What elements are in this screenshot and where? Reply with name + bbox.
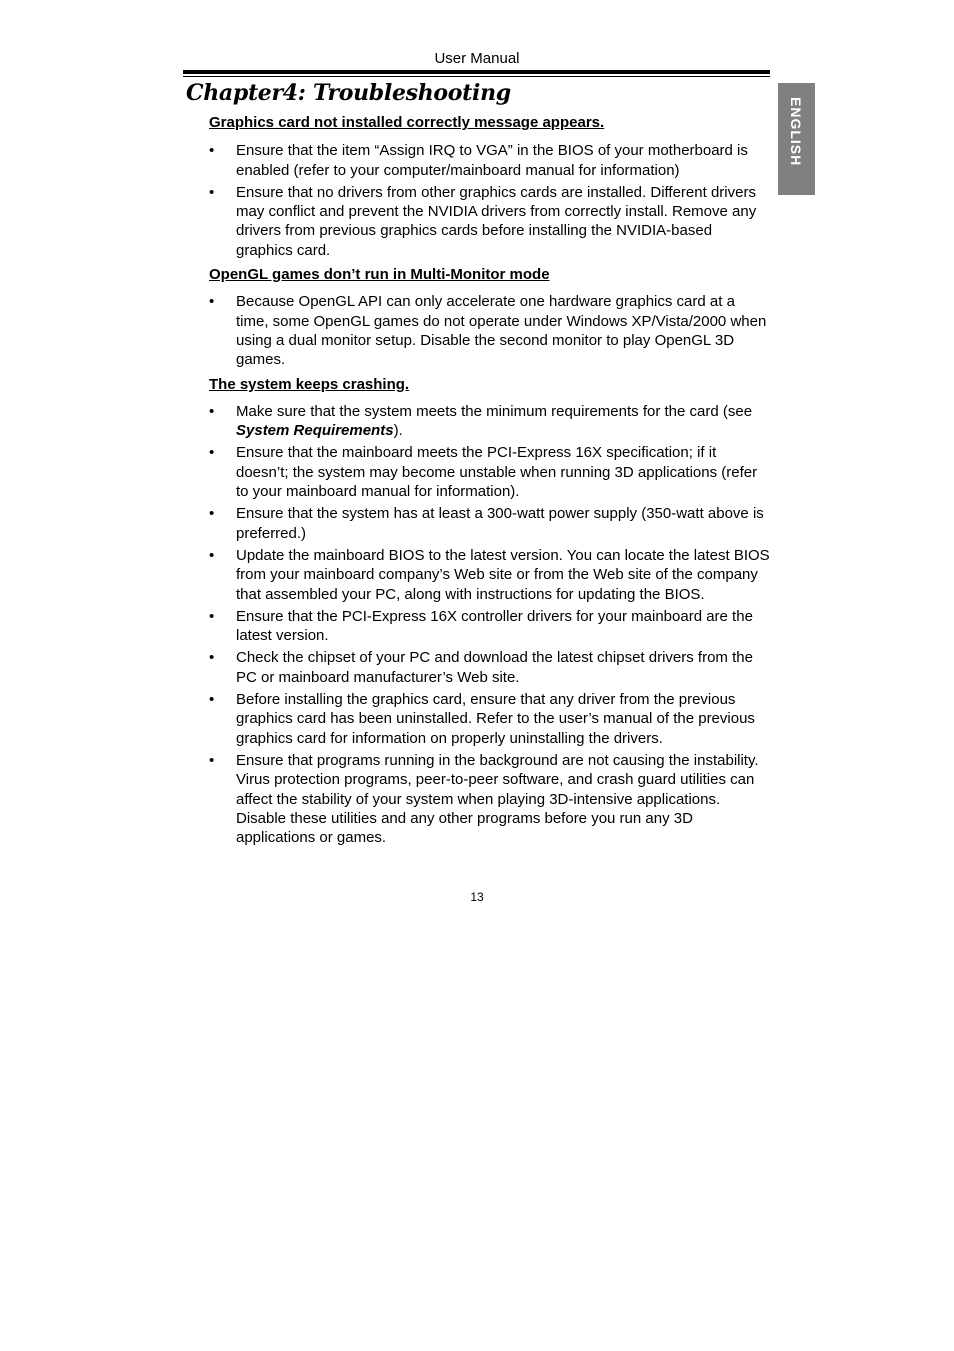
list-item: • Ensure that the system has at least a 300-watt power supply (350-watt above is preferred.) bbox=[209, 505, 764, 542]
language-tab-label: ENGLISH bbox=[788, 97, 804, 167]
list-item: • Ensure that the PCI-Express 16X controller drivers for your mainboard are the latest version. bbox=[209, 607, 753, 645]
system-requirements-reference: System Requirements bbox=[236, 422, 394, 440]
bullet-icon: • bbox=[209, 183, 215, 201]
section-title: Graphics card not installed correctly message appears. bbox=[209, 114, 605, 131]
main-content bbox=[209, 113, 771, 847]
page-number: 13 bbox=[470, 890, 484, 904]
bullet-icon: • bbox=[209, 402, 215, 420]
bullet-icon: • bbox=[209, 444, 215, 462]
page-header-title: User Manual bbox=[434, 50, 520, 67]
list-item: • Ensure that the mainboard meets the PCI-Express 16X specification; if it doesn’t; the system may become unstable when running 3D applications (refer to your mainboard manual for information). bbox=[209, 444, 758, 501]
bullet-icon: • bbox=[209, 691, 215, 709]
bullet-list bbox=[209, 141, 771, 260]
bullet-icon: • bbox=[209, 142, 215, 160]
header-rule-thin bbox=[183, 76, 770, 77]
bullet-icon: • bbox=[209, 649, 215, 667]
chapter-title: Chapter4: Troubleshooting bbox=[186, 80, 511, 106]
list-item: • Before installing the graphics card, ensure that any driver from the previous graphics card has been uninstalled. Refer to the user’s manual of the previous graphics card for information on properly uninstalling the drivers. bbox=[209, 691, 755, 747]
list-item: • Because OpenGL API can only accelerate one hardware graphics card at a time, some OpenGL games do not operate under Windows XP/Vista/2000 when using a dual monitor setup. Disable the second monitor to play OpenGL 3D games. bbox=[209, 293, 767, 369]
bullet-list bbox=[209, 402, 771, 848]
section-title: The system keeps crashing. bbox=[209, 375, 410, 393]
bullet-icon: • bbox=[209, 293, 215, 311]
bullet-icon: • bbox=[209, 505, 215, 523]
list-item: • Ensure that no drivers from other graphics cards are installed. Different drivers may conflict and prevent the NVIDIA drivers from correctly install. Remove any drivers from previous graphics cards before installing the NVIDIA-based graphics card. bbox=[209, 183, 757, 259]
list-item: • Make sure that the system meets the minimum requirements for the card (see System Requirements). bbox=[209, 402, 753, 440]
list-item: • Check the chipset of your PC and download the latest chipset drivers from the PC or mainboard manufacturer’s Web site. bbox=[209, 649, 753, 686]
bullet-list bbox=[209, 292, 771, 369]
language-tab bbox=[778, 83, 815, 195]
bullet-icon: • bbox=[209, 546, 215, 564]
list-item: • Update the mainboard BIOS to the latest version. You can locate the latest BIOS from your mainboard company’s Web site or from the Web site of the company that assembled your PC, along with instructions for updating the BIOS. bbox=[209, 546, 770, 603]
header-rule-thick bbox=[183, 70, 770, 74]
list-item: • Ensure that programs running in the background are not causing the instability. Virus protection programs, peer-to-peer software, and crash guard utilities can affect the stability of your system when playing 3D-intensive applications. Disable these utilities and any other programs before you run any 3D applications or games. bbox=[209, 751, 759, 847]
bullet-icon: • bbox=[209, 607, 215, 625]
list-item: • Ensure that the item “Assign IRQ to VGA” in the BIOS of your motherboard is enabled (refer to your computer/mainboard manual for information) bbox=[209, 142, 748, 179]
section-title: OpenGL games don’t run in Multi-Monitor mode bbox=[209, 266, 550, 284]
bullet-icon: • bbox=[209, 751, 215, 769]
